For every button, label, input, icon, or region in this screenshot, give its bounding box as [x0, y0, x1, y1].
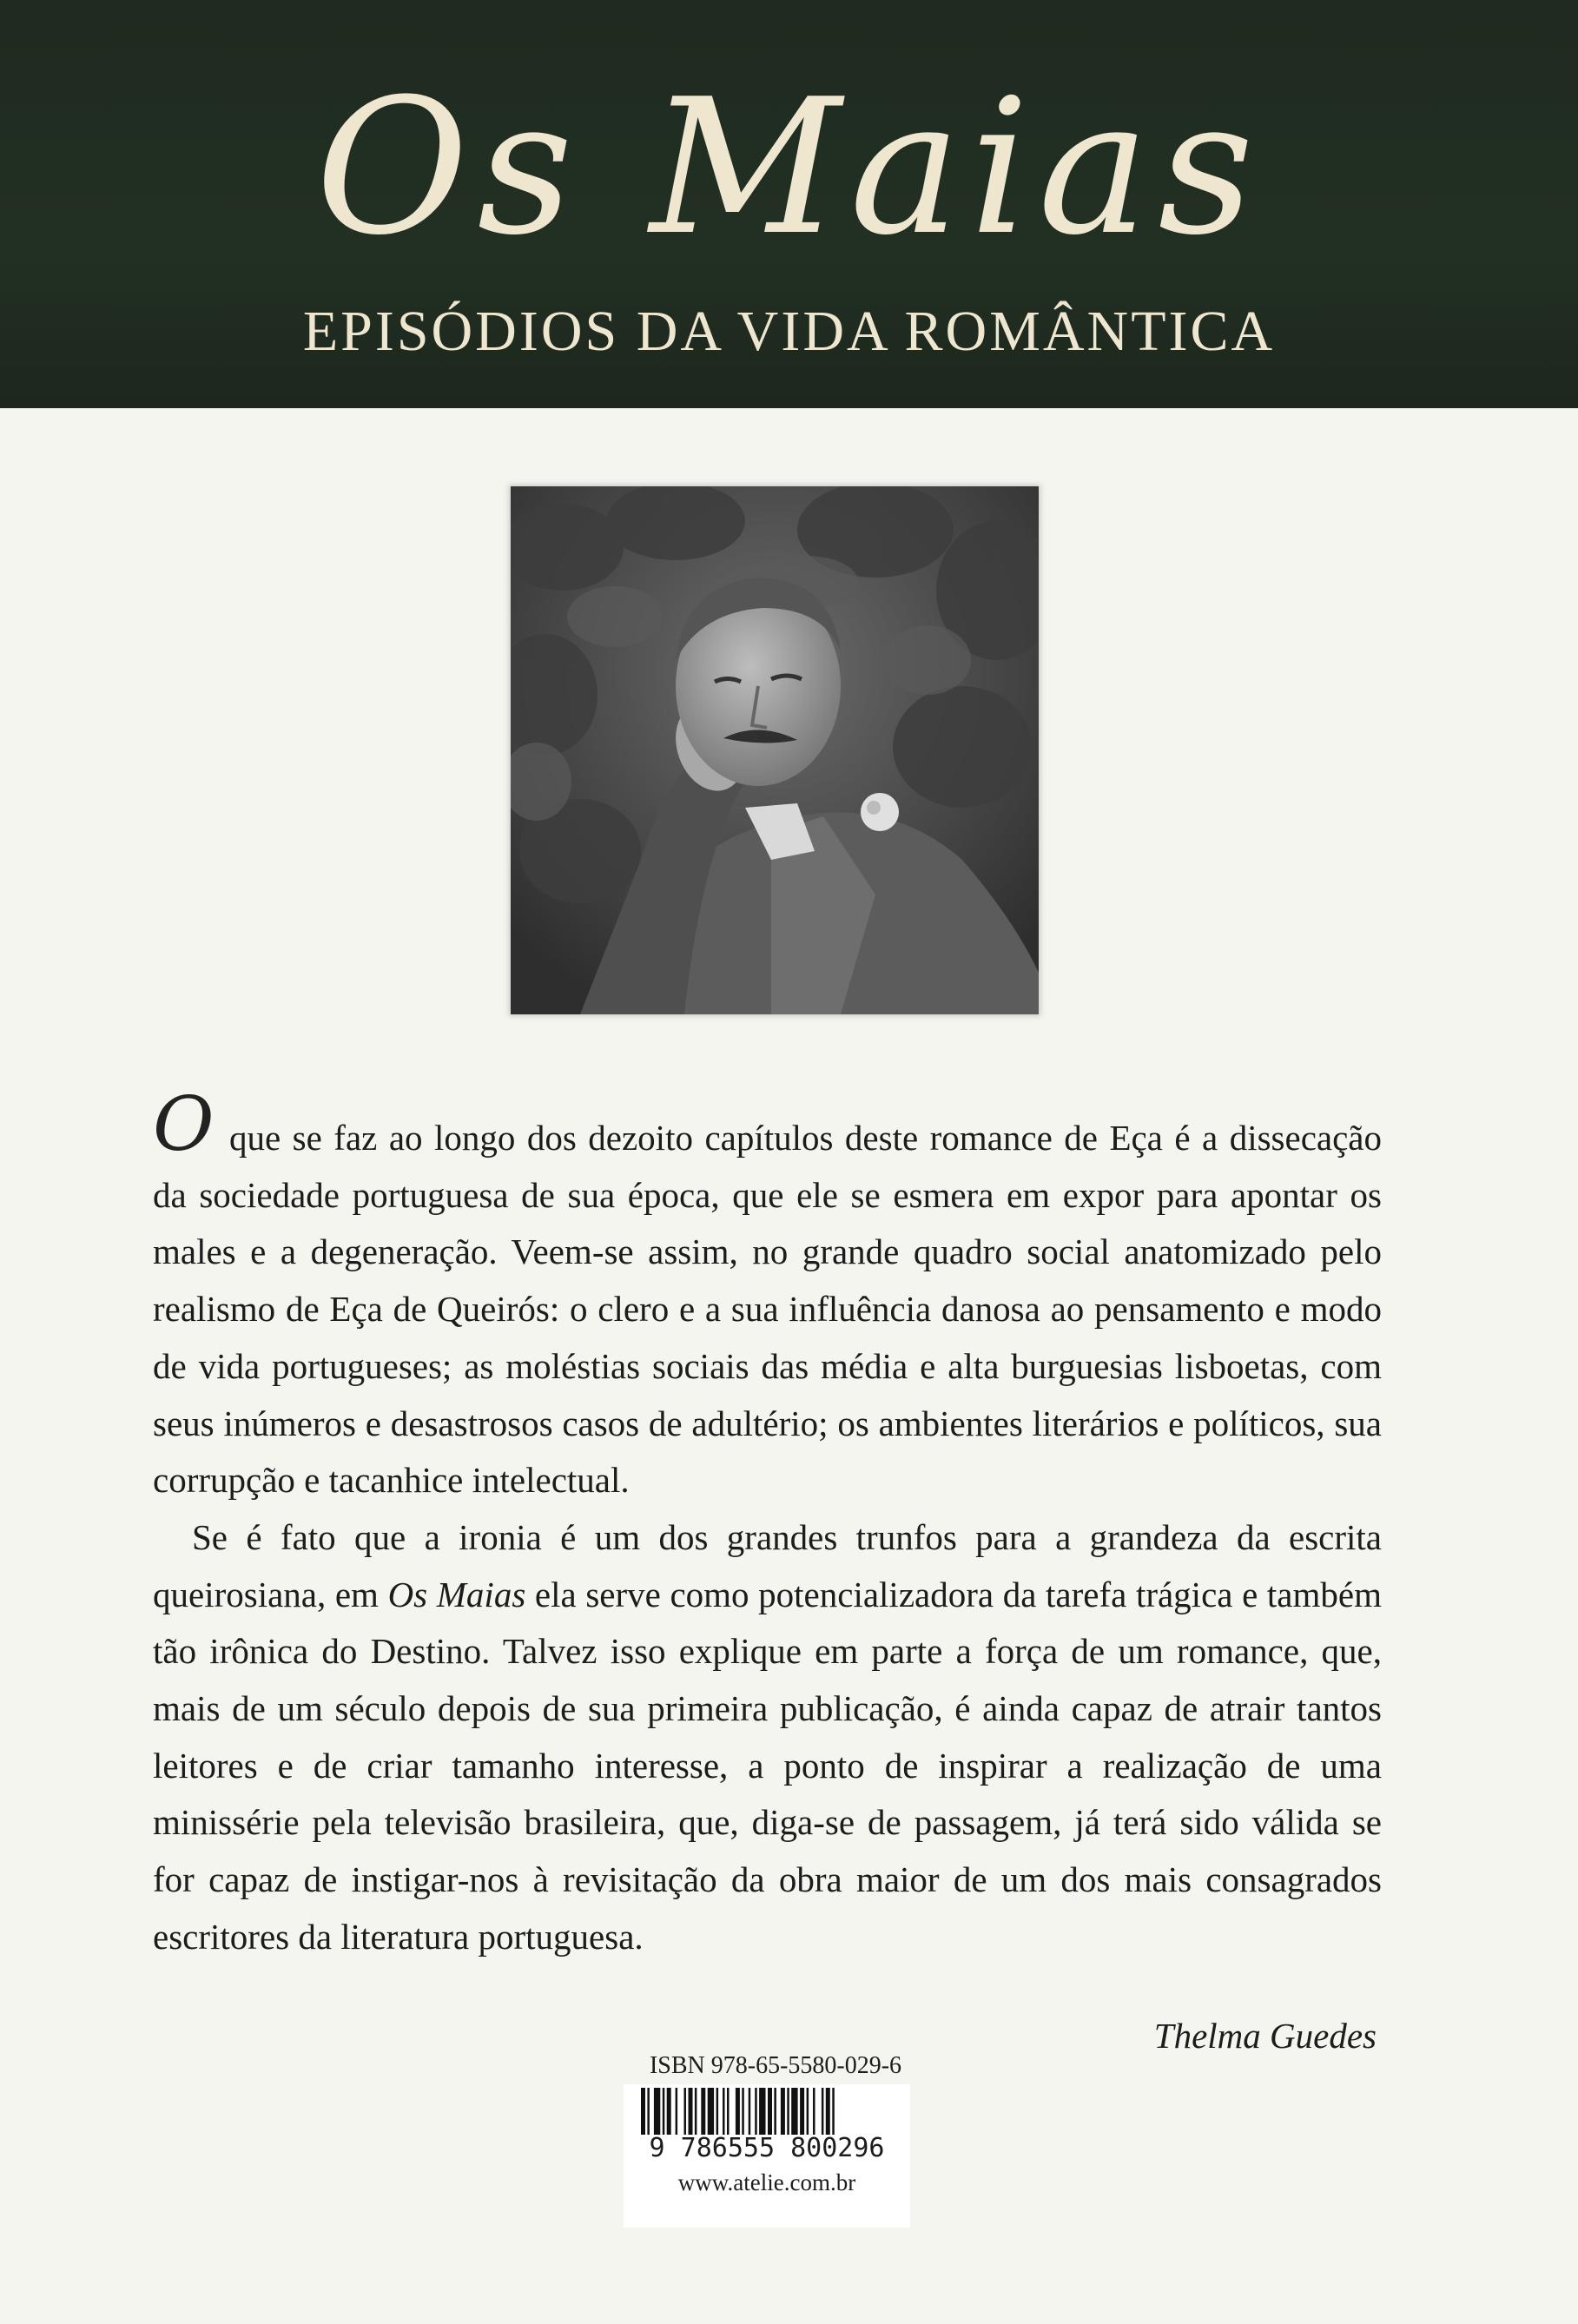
author-portrait — [511, 486, 1039, 1014]
barcode-bar — [768, 2088, 772, 2135]
barcode-bar — [663, 2088, 665, 2135]
blurb-text — [153, 1081, 1382, 1966]
barcode-bar — [654, 2088, 660, 2135]
barcode-bar — [647, 2088, 650, 2135]
barcode-bar — [641, 2088, 645, 2135]
book-subtitle: EPISÓDIOS DA VIDA ROMÂNTICA — [302, 300, 1276, 363]
barcode-bar — [826, 2088, 830, 2135]
barcode-bar — [742, 2088, 744, 2135]
blurb-author: Thelma Guedes — [1153, 2016, 1377, 2056]
blurb-paragraph-1 — [153, 1081, 1382, 1509]
book-title: Os Maias — [315, 58, 1263, 276]
barcode-bar — [755, 2088, 757, 2135]
barcode-bar — [689, 2088, 693, 2135]
barcode-bar — [759, 2088, 765, 2135]
barcode-bar — [800, 2088, 804, 2135]
barcode-bar — [807, 2088, 809, 2135]
barcode-digits: 9 786555 800296 — [649, 2133, 885, 2163]
barcode-bar — [695, 2088, 697, 2135]
barcode-bar — [736, 2088, 740, 2135]
barcode-bar — [676, 2088, 678, 2135]
barcode-bar — [749, 2088, 751, 2135]
barcode-icon — [624, 2084, 910, 2136]
blurb-paragraph-2-start: Se é fato que a ironia é um dos grandes trunfos para a grandeza da escrita queirosiana, em — [153, 1516, 1382, 1614]
blurb-paragraph-2-end: ela serve como potencializadora da tarefa trágica e também tão irônica do Destino. Talvez isso explique em parte a força de um romance, que, mais de um século depois de sua primeira publicação, é ainda capaz de atrair tantos leitores e de criar tamanho interesse, a ponto de inspirar a realização de uma minissérie pela televisão brasileira, que, diga-se de passagem, já terá sido válida se for capaz de instigar-nos à revisitação da obra maior de um dos mais consagrados escritores da literatura portuguesa. — [153, 1574, 1382, 1957]
blurb-paragraph-1-text: que se faz ao longo dos dezoito capítulos deste romance de Eça é a dissecação da sociedade portuguesa de sua época, que ele se esmera em expor para apontar os males e a degeneração. Veem-se assim, no grande quadro social anatomizado pelo realismo de Eça de Queirós: o clero e a sua influência danosa ao pensamento e modo de vida portugueses; as moléstias sociais das média e alta burguesias lisboetas, com seus inúmeros e desastrosos casos de adultério; os ambientes literários e políticos, sua corrupção e tacanhice intelectual. — [153, 1118, 1382, 1501]
barcode-bar — [822, 2088, 824, 2135]
barcode-bar — [727, 2088, 730, 2135]
barcode-bar — [791, 2088, 797, 2135]
publisher-website: www.atelie.com.br — [677, 2169, 856, 2195]
barcode-bar — [813, 2088, 815, 2135]
cover-header-band — [0, 0, 1578, 408]
barcode-bar — [708, 2088, 714, 2135]
barcode-bar — [723, 2088, 725, 2135]
barcode-bar — [667, 2088, 671, 2135]
blurb-title-reference: Os Maias — [387, 1574, 526, 1614]
barcode-bar — [716, 2088, 719, 2135]
barcode-bar — [832, 2088, 835, 2135]
blurb-paragraph-2 — [153, 1509, 1382, 1966]
barcode-bar — [774, 2088, 776, 2135]
drop-cap: O — [153, 1081, 218, 1168]
barcode-bar — [787, 2088, 789, 2135]
barcode-bar — [701, 2088, 705, 2135]
author-portrait-icon — [511, 486, 1039, 1014]
isbn-label: ISBN 978-65-5580-029-6 — [649, 2052, 902, 2079]
barcode-bar — [781, 2088, 785, 2135]
barcode-bar — [684, 2088, 687, 2135]
